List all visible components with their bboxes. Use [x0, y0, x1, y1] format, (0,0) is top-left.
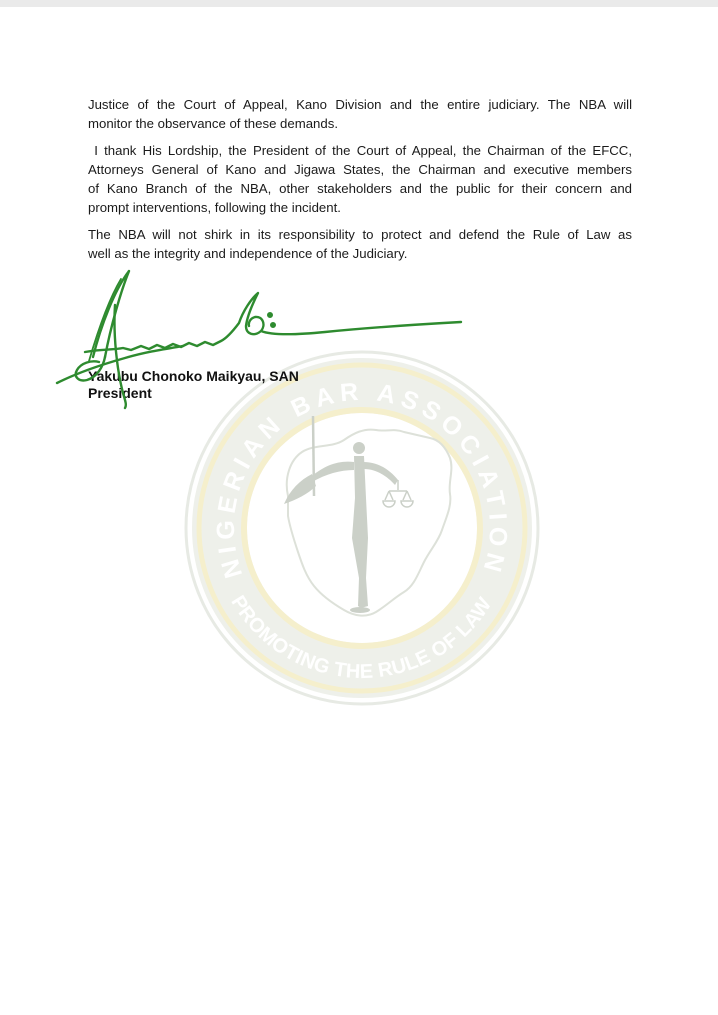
figure-right-arm [364, 462, 398, 485]
org-name-arc-text: NIGERIAN BAR ASSOCIATION [211, 377, 513, 582]
paragraph [88, 95, 632, 133]
signatory-name: Yakubu Chonoko Maikyau, SAN [88, 368, 299, 384]
scales-icon [383, 480, 413, 507]
figure-base [350, 607, 370, 613]
paragraph-line: of Kano Branch of the NBA, other stakeholders and the public for their concern and [88, 181, 632, 196]
paragraph-line: I thank His Lordship, the President of the Court of Appeal, the Chairman of the EFCC, [88, 143, 632, 158]
letter-body [0, 0, 718, 402]
figure-head [353, 442, 365, 454]
paragraph [88, 225, 632, 263]
paragraph-line: Justice of the Court of Appeal, Kano Division and the entire judiciary. The NBA will [88, 97, 632, 112]
paragraph [88, 141, 632, 217]
paragraph-line: The NBA will not shirk in its responsibility to protect and defend the Rule of Law as [88, 227, 632, 242]
signatory-title: President [88, 385, 152, 401]
justice-figure [284, 416, 413, 613]
paragraph-line: Attorneys General of Kano and Jigawa States, the Chairman and executive members [88, 162, 632, 177]
motto-arc-text: PROMOTING THE RULE OF LAW [226, 591, 498, 684]
paragraph-line: well as the integrity and independence of the Judiciary. [88, 246, 408, 261]
paragraph-line: prompt interventions, following the incident. [88, 200, 341, 215]
figure-drape [284, 474, 316, 504]
signatory-block [88, 368, 632, 402]
figure-legs [352, 538, 368, 608]
figure-left-arm [312, 462, 354, 482]
nigeria-map-outline [287, 430, 452, 616]
paragraph-line: monitor the observance of these demands. [88, 116, 338, 131]
